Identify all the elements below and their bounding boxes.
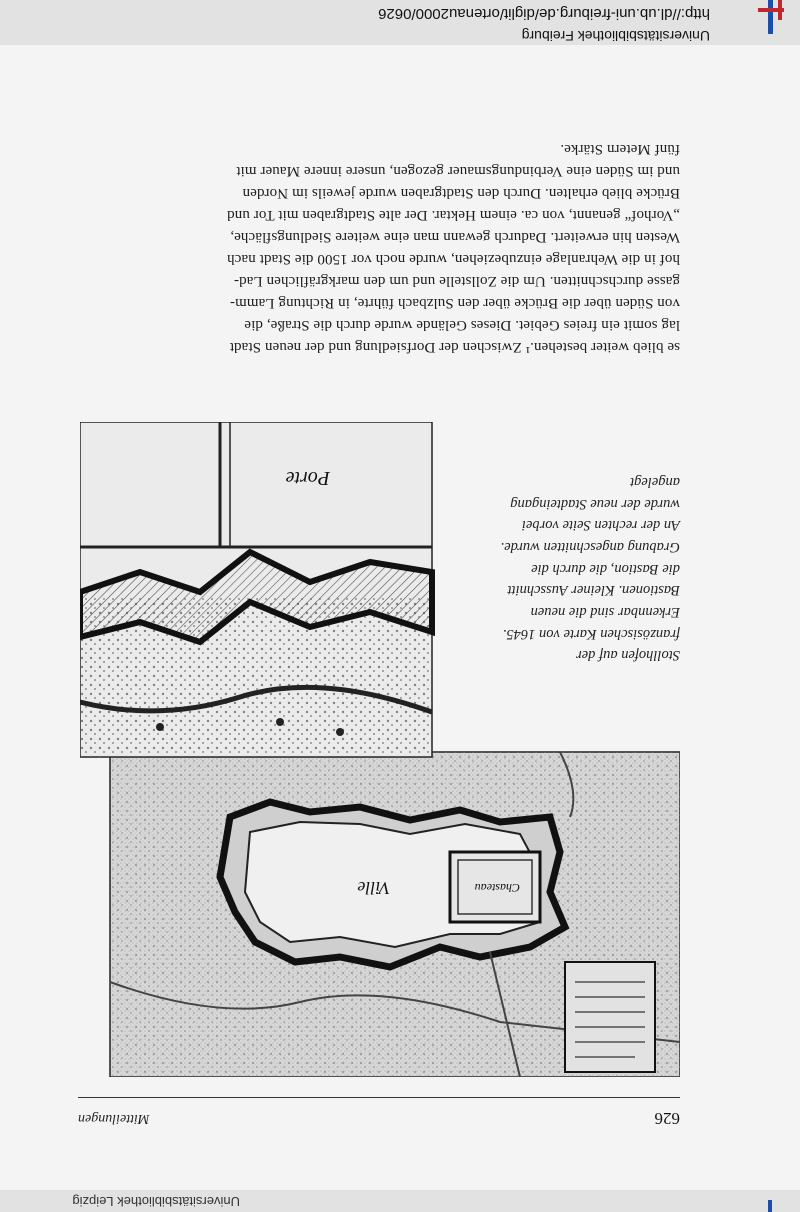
body-line: lag somit ein freies Gebiet. Dieses Gelände wurde durch die Straße, die [244, 317, 680, 333]
bottom-credit: Universitätsbibliothek Leipzig [72, 1194, 240, 1209]
figure-caption [440, 465, 680, 665]
body-line: gasse durchschnitten. Um die Zollstelle und um den markgräflichen Lad- [233, 273, 680, 289]
header-rule [78, 1097, 680, 1098]
caption-line: wurde der neue Stadteingang [510, 496, 680, 512]
viewer-url-text[interactable] [50, 0, 710, 45]
map-label-porte: Porte [285, 467, 330, 489]
caption-line: die Bastion, die durch die [531, 561, 680, 577]
caption-line: angelegt [630, 474, 680, 490]
map-label-ville: Ville [357, 878, 390, 898]
body-line: hof in die Wehranlage einzubeziehen, wurde noch vor 1500 die Stadt nach [227, 251, 680, 267]
map-label-chasteau: Chasteau [474, 881, 520, 895]
caption-line: französischen Karte von 1645. [502, 626, 680, 642]
body-line: Westen hin erweitert. Dadurch gewann man eine weitere Siedlungsfläche, [230, 229, 680, 245]
bottom-logo-icon [762, 1194, 778, 1212]
credit-text: Universitätsbibliothek Freiburg [521, 28, 710, 44]
viewer-bottom-bar [0, 1190, 800, 1212]
library-logo-icon [752, 0, 792, 36]
caption-line: Erkennbar sind die neuen [530, 604, 680, 620]
body-line: und im Süden eine Verbindungsmauer gezogen, unsere innere Mauer mit [236, 163, 680, 179]
page-number: 626 [654, 1109, 680, 1128]
url-text[interactable]: http://dl.ub.uni-freiburg.de/diglit/ortenau2000/0626 [378, 5, 710, 22]
caption-line: An der rechten Seite vorbei [521, 517, 680, 533]
body-line: fünf Metern Stärke. [560, 141, 680, 157]
caption-line: Stollhofen auf der [576, 647, 680, 663]
caption-line: Bastionen. Kleiner Ausschnitt [507, 582, 680, 598]
body-line: se blieb weiter bestehen.¹ Zwischen der Dorfsiedlung und der neuen Stadt [229, 339, 680, 355]
scanned-page [0, 45, 800, 1190]
body-line: „Vorhof“ genannt, von ca. einem Hektar. Der alte Stadtgraben mit Tor und [227, 207, 680, 223]
body-text [80, 130, 680, 355]
body-line: von Süden über die Brücke über den Sulzbach führte, in Richtung Lamm- [229, 295, 680, 311]
page-header [78, 1102, 680, 1128]
body-line: Brücke blieb erhalten. Durch den Stadtgraben wurde jeweils im Norden [242, 185, 680, 201]
caption-line: Grabung angeschnitten wurde. [500, 539, 680, 555]
viewer-top-bar [0, 0, 800, 45]
running-head: Mitteilungen [78, 1111, 150, 1126]
